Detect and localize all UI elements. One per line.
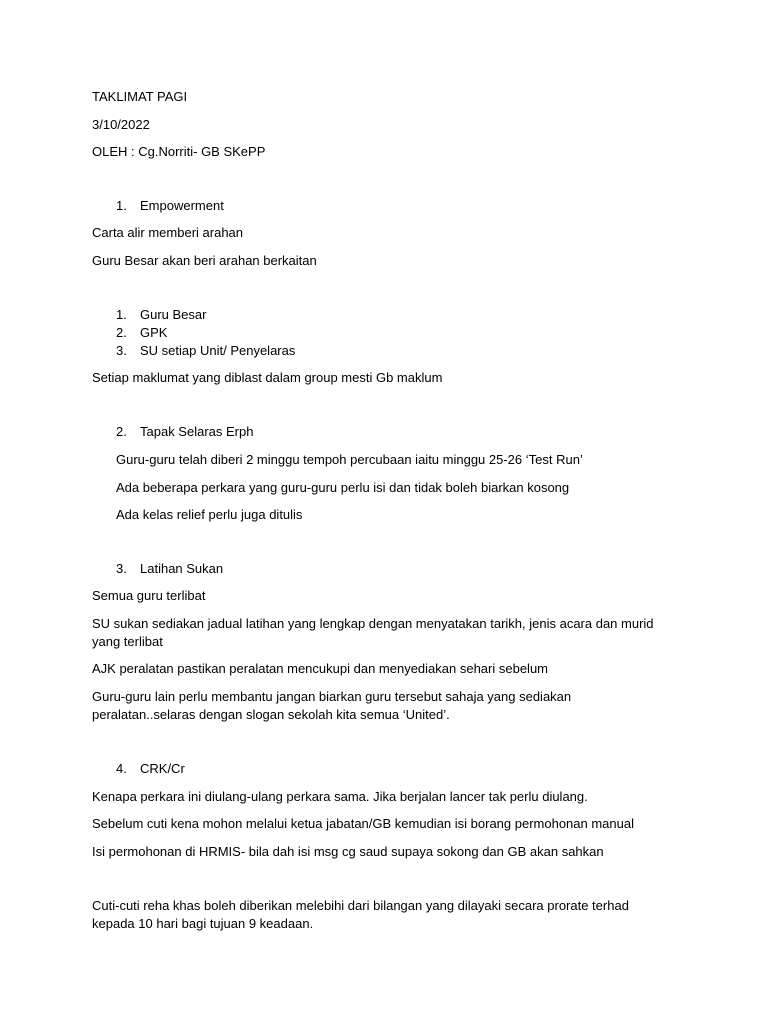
section4-line: Kenapa perkara ini diulang-ulang perkara sama. Jika berjalan lancer tak perlu diulang. — [92, 789, 588, 804]
list-item-number: 3. — [116, 343, 127, 358]
section2-number: 2. — [116, 424, 127, 439]
section1-after-line: Setiap maklumat yang diblast dalam group mesti Gb maklum — [92, 370, 443, 385]
section3-heading: Latihan Sukan — [140, 561, 224, 576]
section2-heading: Tapak Selaras Erph — [140, 424, 254, 439]
section2-line: Ada beberapa perkara yang guru-guru perlu isi dan tidak boleh biarkan kosong — [116, 480, 570, 495]
section1-line: Guru Besar akan beri arahan berkaitan — [92, 253, 317, 268]
section3-line: SU sukan sediakan jadual latihan yang lengkap dengan menyatakan tarikh, jenis acara dan murid yang terlibat — [92, 616, 654, 649]
section3-line: Semua guru terlibat — [92, 588, 206, 603]
section4-line: Sebelum cuti kena mohon melalui ketua jabatan/GB kemudian isi borang permohonan manual — [92, 816, 634, 831]
section3-line: Guru-guru lain perlu membantu jangan biarkan guru tersebut sahaja yang sediakan peralatan..selaras dengan slogan sekolah kita semua ‘United’. — [92, 689, 572, 722]
section2-line: Ada kelas relief perlu juga ditulis — [116, 507, 303, 522]
section2-line: Guru-guru telah diberi 2 minggu tempoh percubaan iaitu minggu 25-26 ‘Test Run’ — [116, 452, 583, 467]
section1-number: 1. — [116, 198, 127, 213]
list-item: SU setiap Unit/ Penyelaras — [140, 343, 296, 358]
document-date: 3/10/2022 — [92, 117, 150, 132]
section3-number: 3. — [116, 561, 127, 576]
section1-line: Carta alir memberi arahan — [92, 225, 244, 240]
section1-heading: Empowerment — [140, 198, 224, 213]
section4-line: Isi permohonan di HRMIS- bila dah isi msg cg saud supaya sokong dan GB akan sahkan — [92, 844, 604, 859]
list-item-number: 2. — [116, 325, 127, 340]
section4-number: 4. — [116, 761, 127, 776]
section4-heading: CRK/Cr — [140, 761, 185, 776]
list-item-number: 1. — [116, 307, 127, 322]
section3-line: AJK peralatan pastikan peralatan mencukupi dan menyediakan sehari sebelum — [92, 661, 549, 676]
section4-line: Cuti-cuti reha khas boleh diberikan melebihi dari bilangan yang dilayaki secara prorate terhad kepada 10 hari bagi tujuan 9 keadaan. — [92, 898, 629, 931]
document-title: TAKLIMAT PAGI — [92, 89, 188, 104]
list-item: Guru Besar — [140, 307, 207, 322]
list-item: GPK — [140, 325, 168, 340]
document-author: OLEH : Cg.Norriti- GB SKePP — [92, 144, 266, 159]
